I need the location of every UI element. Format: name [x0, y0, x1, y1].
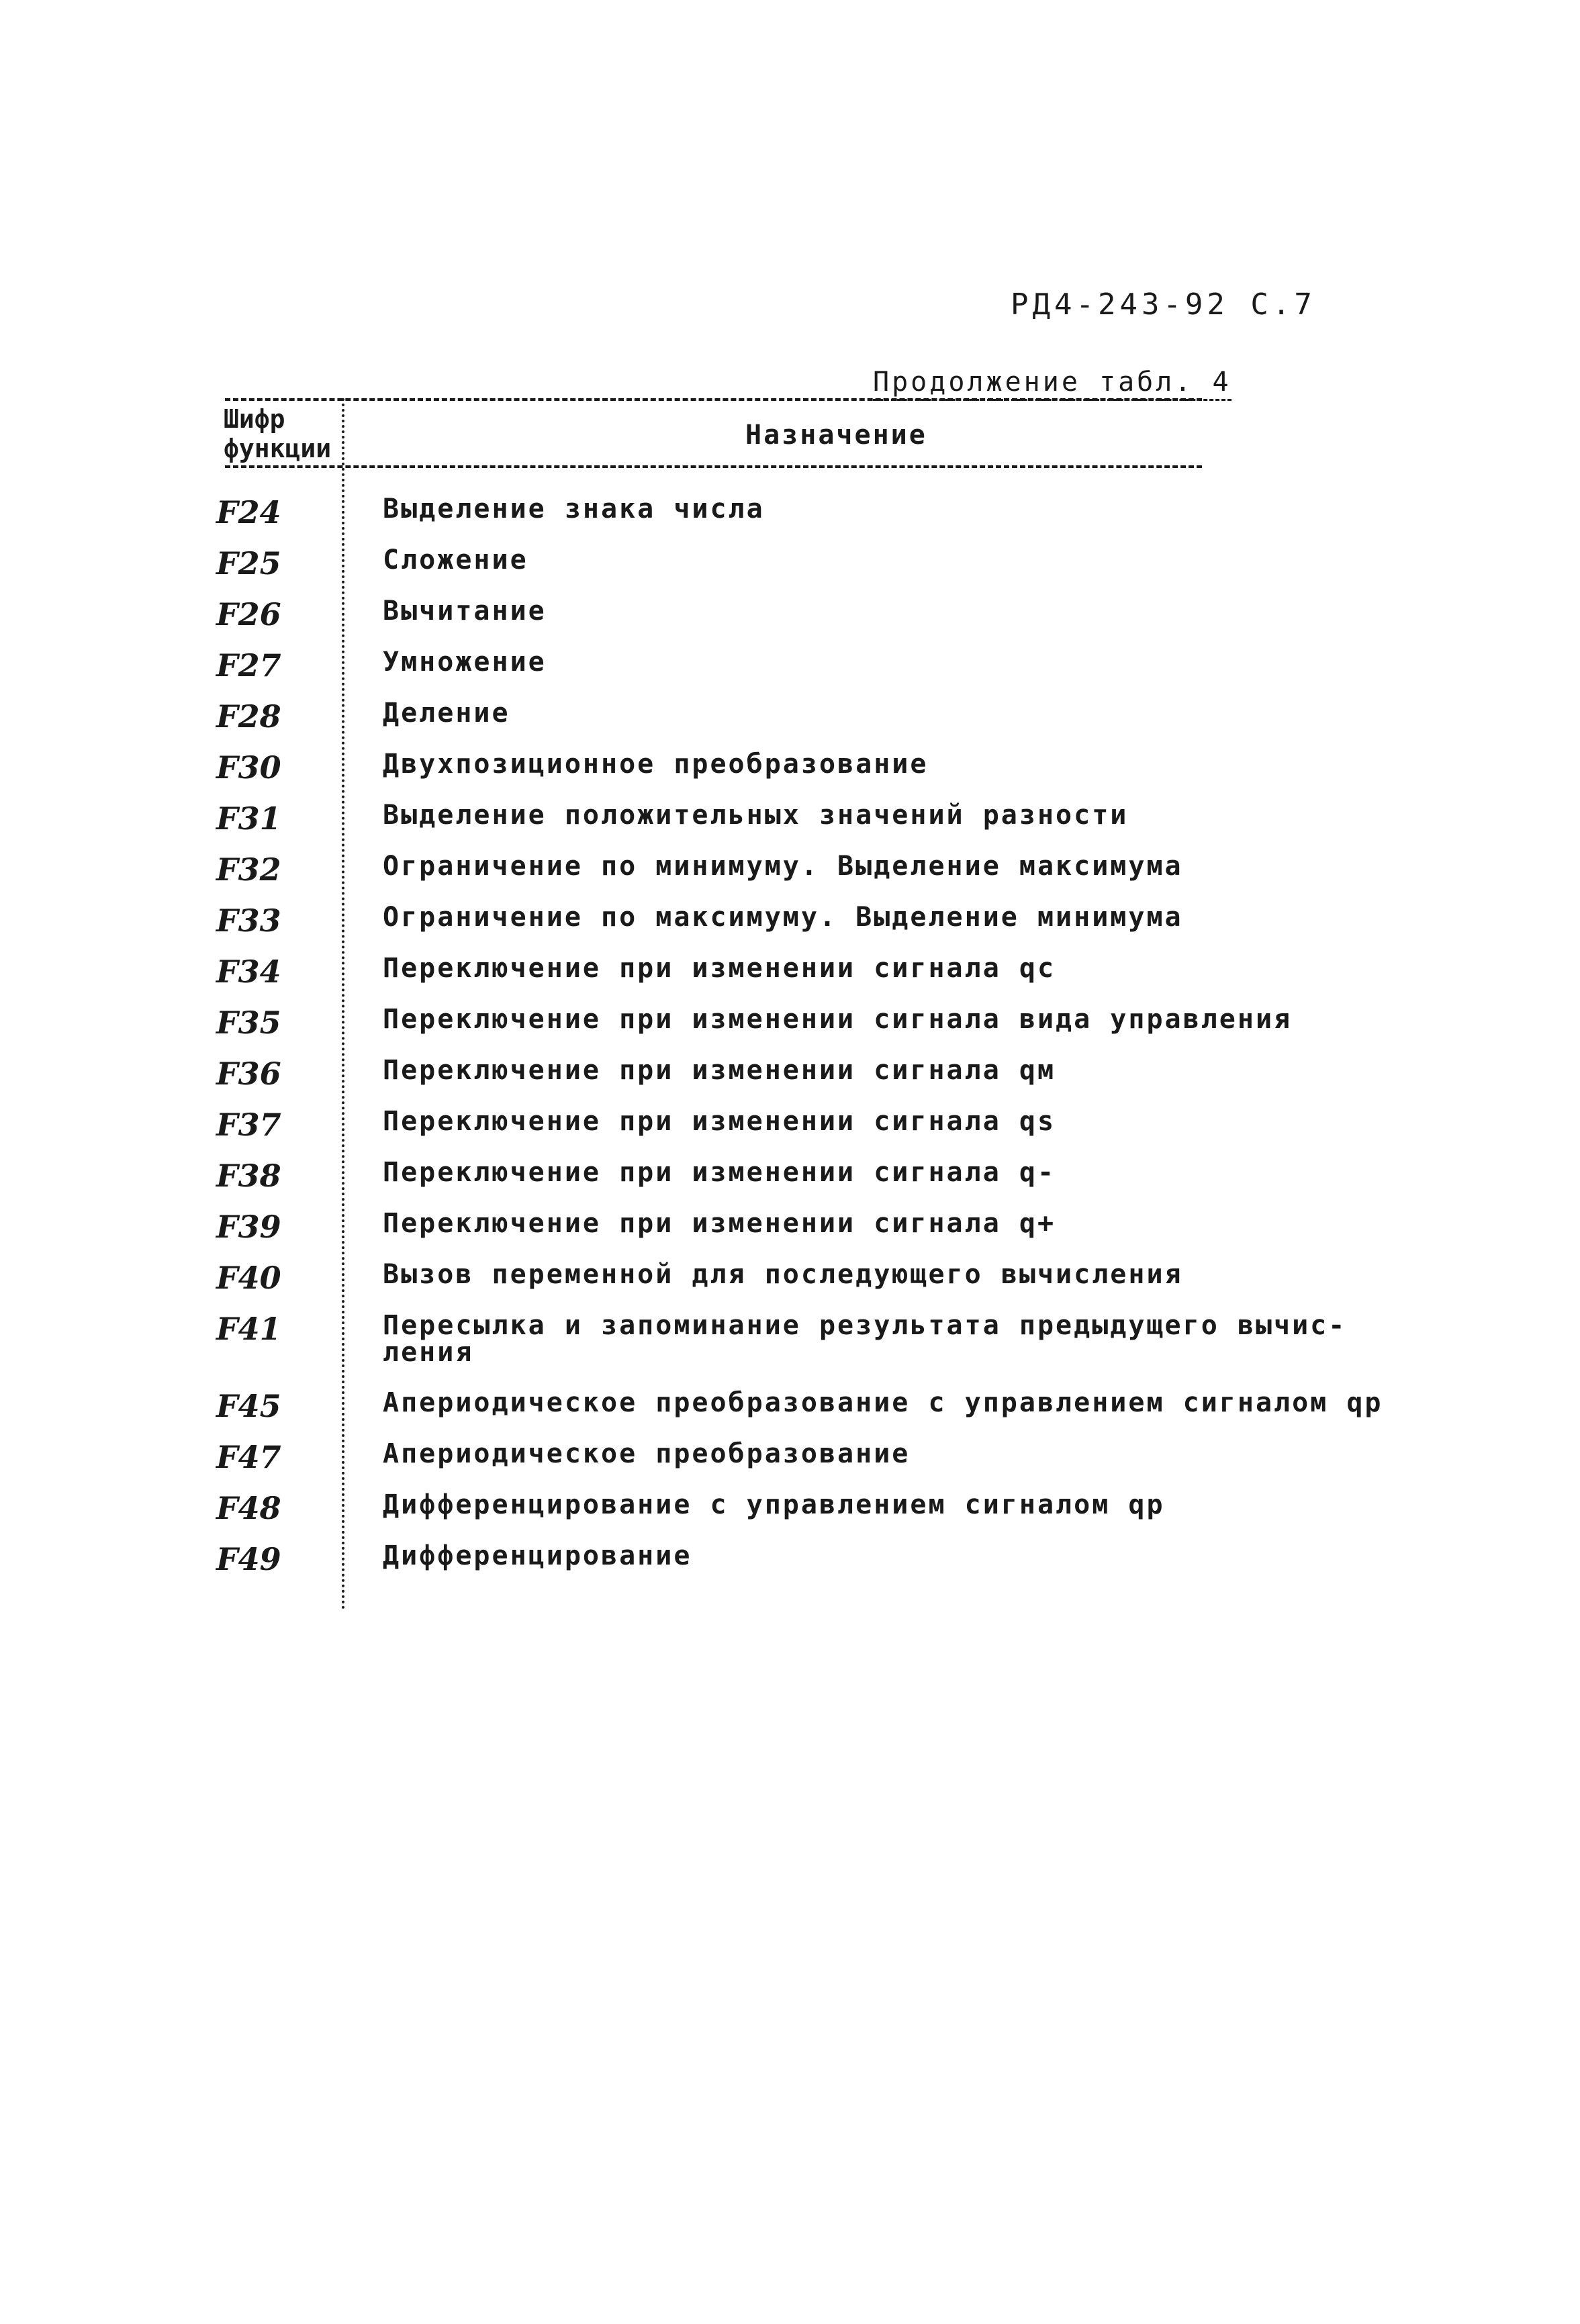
function-purpose: Выделение знака числа — [383, 494, 765, 524]
function-code: F41 — [216, 1311, 281, 1347]
function-code: F39 — [216, 1209, 281, 1245]
function-code: F30 — [216, 749, 281, 786]
function-purpose: Апериодическое преобразование с управлением сигналом qp — [383, 1387, 1383, 1418]
function-purpose: Дифференцирование с управлением сигналом qp — [383, 1489, 1165, 1520]
table-row — [0, 1256, 1580, 1307]
function-code: F27 — [216, 647, 281, 684]
function-purpose: Вычитание — [383, 596, 547, 626]
function-code: F26 — [216, 596, 281, 633]
table-row — [0, 694, 1580, 745]
function-code: F28 — [216, 698, 281, 735]
function-code: F38 — [216, 1158, 281, 1194]
function-purpose: Переключение при изменении сигнала q- — [383, 1157, 1056, 1188]
table-row — [0, 1307, 1580, 1384]
function-code: F49 — [216, 1541, 281, 1577]
table-row — [0, 1154, 1580, 1205]
table-row — [0, 541, 1580, 592]
table-row — [0, 643, 1580, 694]
table-row — [0, 1486, 1580, 1537]
table-header-rule — [225, 465, 1202, 468]
function-code: F36 — [216, 1056, 281, 1092]
column-header-code-line1: Шифр — [224, 404, 285, 434]
function-code: F33 — [216, 902, 281, 939]
function-code: F45 — [216, 1388, 281, 1424]
function-purpose: Вызов переменной для последующего вычисления — [383, 1259, 1183, 1290]
table-row — [0, 490, 1580, 541]
function-purpose: Переключение при изменении сигнала qм — [383, 1055, 1056, 1086]
table-row — [0, 1052, 1580, 1103]
function-code: F47 — [216, 1439, 281, 1475]
function-code: F48 — [216, 1490, 281, 1526]
table-row — [0, 949, 1580, 1001]
function-code: F32 — [216, 851, 281, 888]
function-code: F34 — [216, 954, 281, 990]
table-row — [0, 592, 1580, 643]
function-purpose: Пересылка и запоминание результата предыдущего вычис- ления — [383, 1310, 1347, 1368]
function-purpose: Переключение при изменении сигнала qs — [383, 1106, 1056, 1137]
function-purpose: Ограничение по максимуму. Выделение минимума — [383, 902, 1183, 933]
table-row — [0, 1001, 1580, 1052]
table-row — [0, 1435, 1580, 1486]
table-top-rule — [225, 398, 1202, 401]
function-code: F24 — [216, 494, 281, 530]
table-row — [0, 1537, 1580, 1588]
function-purpose: Переключение при изменении сигнала вида управления — [383, 1004, 1293, 1035]
function-purpose: Ограничение по минимуму. Выделение максимума — [383, 851, 1183, 882]
function-code: F37 — [216, 1107, 281, 1143]
function-code: F40 — [216, 1260, 281, 1296]
table-row — [0, 847, 1580, 898]
column-header-purpose: Назначение — [745, 420, 927, 451]
function-code: F31 — [216, 800, 281, 837]
function-purpose: Переключение при изменении сигнала q+ — [383, 1208, 1056, 1239]
page-id: РД4-243-92 С.7 — [1011, 287, 1316, 322]
function-purpose: Апериодическое преобразование — [383, 1438, 911, 1469]
table-continuation-caption: Продолжение табл. 4 — [873, 367, 1232, 401]
table-row — [0, 1384, 1580, 1435]
table-row — [0, 796, 1580, 847]
function-purpose: Деление — [383, 698, 510, 729]
table-row — [0, 1103, 1580, 1154]
function-purpose: Дифференцирование — [383, 1540, 692, 1571]
column-header-code-line2: функции — [224, 434, 332, 463]
function-purpose: Переключение при изменении сигнала qc — [383, 953, 1056, 984]
column-header-code — [224, 404, 331, 463]
function-code: F35 — [216, 1005, 281, 1041]
table-row — [0, 745, 1580, 796]
function-purpose: Умножение — [383, 647, 547, 678]
table-row — [0, 1205, 1580, 1256]
function-code: F25 — [216, 545, 281, 582]
table-row — [0, 898, 1580, 949]
function-purpose: Сложение — [383, 545, 528, 575]
function-purpose: Выделение положительных значений разности — [383, 800, 1129, 831]
function-purpose: Двухпозиционное преобразование — [383, 749, 929, 780]
